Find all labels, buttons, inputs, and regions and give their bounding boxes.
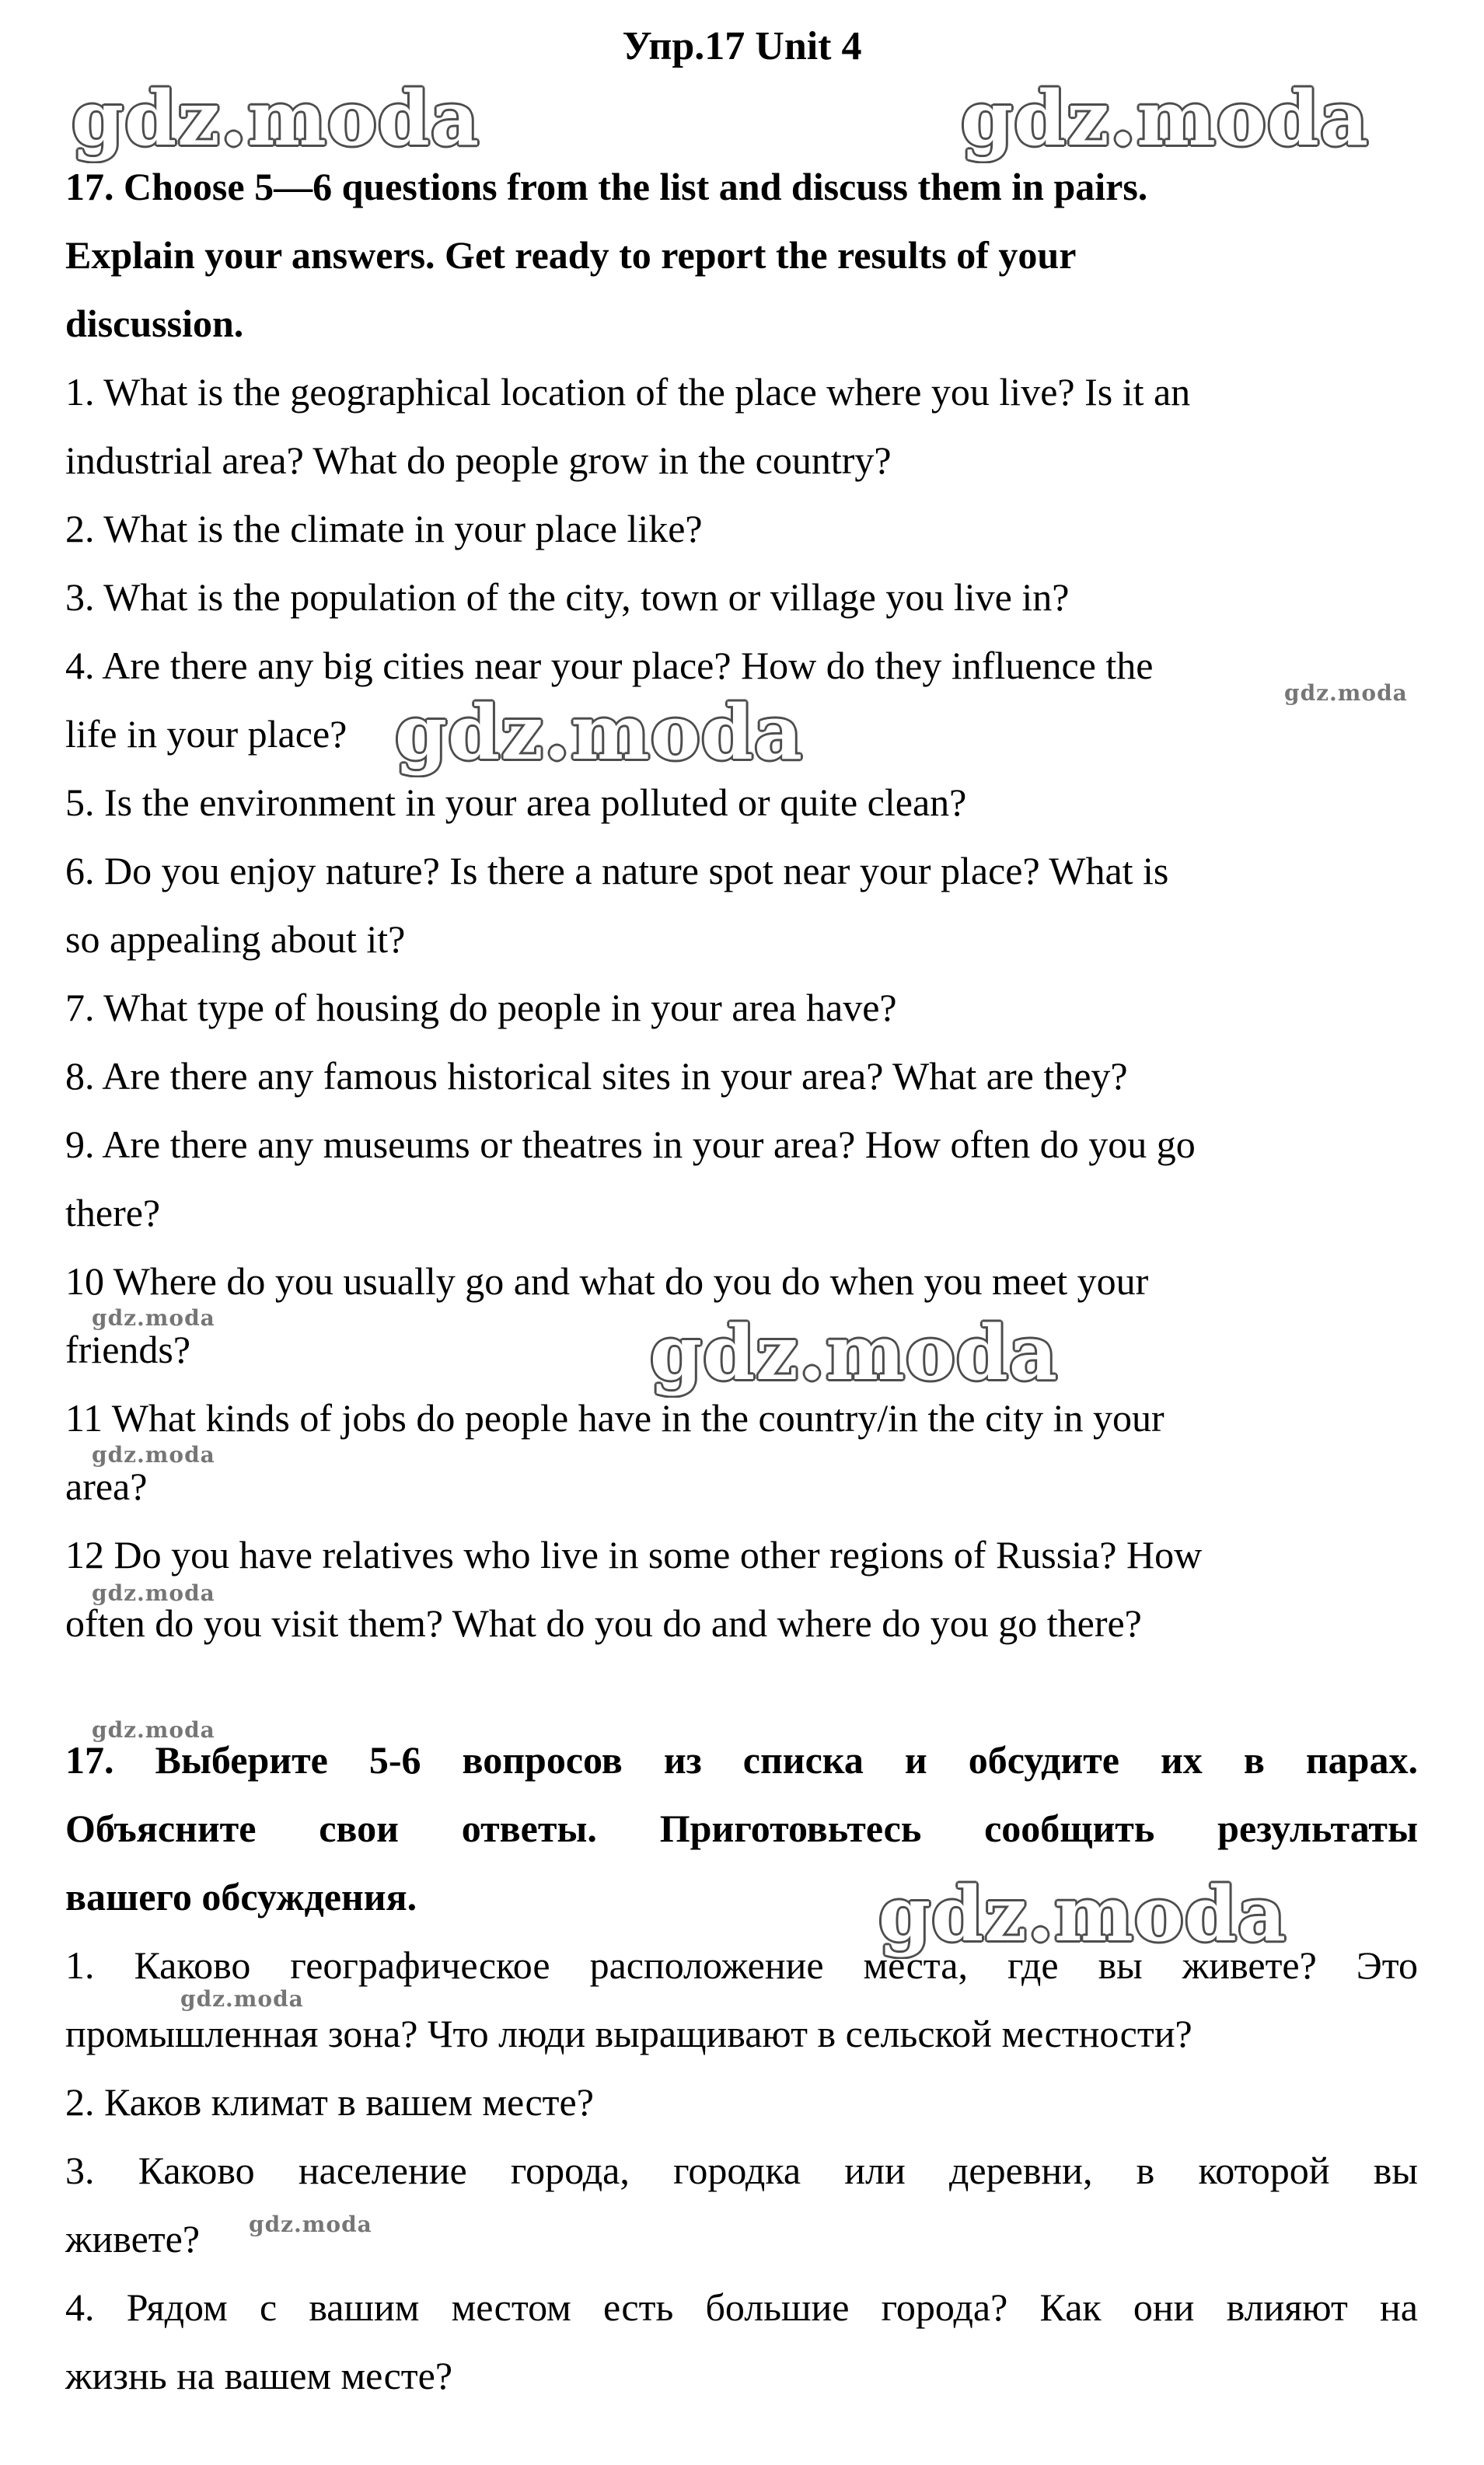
english-question-line: 6. Do you enjoy nature? Is there a nature spot near your place? What is [65,849,1169,892]
english-question-line: often do you visit them? What do you do and where do you go there? [65,1601,1142,1645]
russian-question-line: живете? [65,2217,201,2261]
english-question-line: 10 Where do you usually go and what do you do when you meet your [65,1259,1149,1303]
russian-question-line: 2. Каков климат в вашем месте? [65,2080,594,2124]
russian-question-line: 3. Каково население города, городка или деревни, в которой вы [65,2149,1418,2192]
english-heading-line: 17. Choose 5—6 questions from the list and discuss them in pairs. [65,165,1148,208]
english-question-line: 11 What kinds of jobs do people have in the country/in the city in your [65,1396,1165,1440]
english-question-line: 1. What is the geographical location of the place where you live? Is it an [65,370,1191,414]
watermark: gdz.moda [92,1305,215,1331]
english-question-line: 12 Do you have relatives who live in some other regions of Russia? How [65,1533,1203,1576]
watermark: gdz.moda [92,1580,215,1606]
english-question-line: so appealing about it? [65,917,406,961]
section-spacer [65,1657,1418,1726]
page-title: Упр.17 Unit 4 [622,24,862,68]
english-question-line: 9. Are there any museums or theatres in your area? How often do you go [65,1123,1196,1166]
russian-question-line: жизнь на вашем месте? [65,2354,453,2397]
english-question-line: life in your place? [65,712,347,756]
watermark: gdz.moda [1284,680,1408,706]
watermark: gdz.moda [180,1986,304,2012]
watermark: gdz.moda [92,1442,215,1468]
english-heading-line: Explain your answers. Get ready to report the results of your [65,233,1077,277]
english-heading-line: discussion. [65,302,244,345]
russian-question-line: промышленная зона? Что люди выращивают в сельской местности? [65,2012,1192,2055]
watermark: gdz.moda [249,2212,372,2237]
english-question-line: 8. Are there any famous historical sites in your area? What are they? [65,1054,1128,1098]
english-question-line: industrial area? What do people grow in the country? [65,438,892,482]
russian-heading-line: 17. Выберите 5-6 вопросов из списка и обсудите их в парах. [65,1738,1418,1782]
english-question-line: 2. What is the climate in your place like? [65,507,703,550]
english-question-line: 3. What is the population of the city, town or village you live in? [65,575,1070,619]
english-question-line: 4. Are there any big cities near your place? How do they influence the [65,644,1154,687]
russian-heading-line: Объясните свои ответы. Приготовьтесь сообщить результаты [65,1807,1418,1850]
watermark: gdz.moda [395,689,804,777]
english-question-line: there? [65,1191,161,1234]
english-question-line: 7. What type of housing do people in your area have? [65,986,897,1029]
english-question-line: area? [65,1465,148,1508]
watermark: gdz.moda [92,1717,215,1743]
russian-question-line: 4. Рядом с вашим местом есть большие города? Как они влияют на [65,2285,1418,2329]
english-question-line: 5. Is the environment in your area polluted or quite clean? [65,780,967,824]
watermark: gdz.moda [650,1309,1059,1397]
watermark: gdz.moda [961,75,1370,162]
english-question-line: friends? [65,1328,191,1371]
exercise-content [65,152,1418,2410]
watermark: gdz.moda [72,75,480,162]
russian-question-line: 1. Каково географическое расположение места, где вы живете? Это [65,1943,1418,1987]
watermark: gdz.moda [878,1870,1287,1958]
russian-heading-line: вашего обсуждения. [65,1875,417,1919]
